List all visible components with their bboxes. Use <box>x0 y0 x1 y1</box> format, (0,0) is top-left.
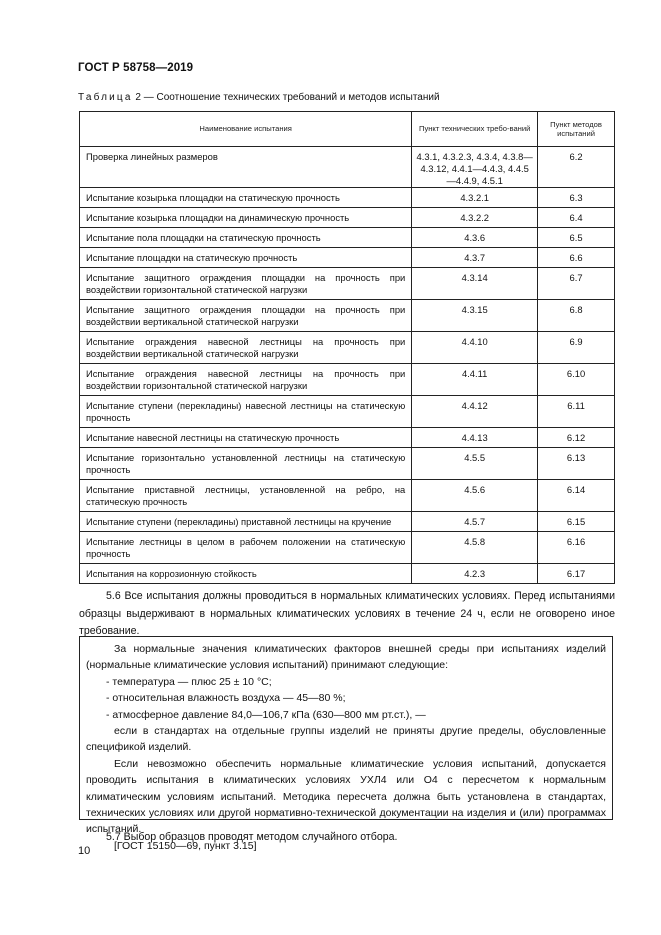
requirement-cell: 4.4.13 <box>412 428 538 448</box>
requirement-cell: 4.5.8 <box>412 532 538 564</box>
column-header-methods: Пункт методов испытаний <box>538 112 615 147</box>
column-header-requirements: Пункт технических требо-ваний <box>412 112 538 147</box>
method-cell: 6.3 <box>538 188 615 208</box>
test-name-cell: Испытание пола площадки на статическую прочность <box>80 228 412 248</box>
method-cell: 6.4 <box>538 208 615 228</box>
requirement-cell: 4.5.6 <box>412 480 538 512</box>
table-row <box>80 480 615 512</box>
table-row <box>80 248 615 268</box>
method-cell: 6.16 <box>538 532 615 564</box>
requirement-cell: 4.3.15 <box>412 300 538 332</box>
column-header-test-name: Наименование испытания <box>80 112 412 147</box>
test-name-cell: Проверка линейных размеров <box>80 147 412 188</box>
table-caption-text: 2 — Соотношение технических требований и методов испытаний <box>135 92 440 103</box>
reference-source: [ГОСТ 15150—69, пункт 3.15] <box>114 839 257 852</box>
table-row <box>80 448 615 480</box>
table-caption <box>78 92 440 103</box>
method-cell: 6.5 <box>538 228 615 248</box>
table-row <box>80 564 615 584</box>
reference-bullet: - температура — плюс 25 ± 10 °С; <box>106 675 272 688</box>
method-cell: 6.12 <box>538 428 615 448</box>
table-row <box>80 428 615 448</box>
document-header: ГОСТ Р 58758—2019 <box>78 62 194 74</box>
test-name-cell: Испытание ступени (перекладины) приставной лестницы на кручение <box>80 512 412 532</box>
test-name-cell: Испытание лестницы в целом в рабочем положении на статическую прочность <box>80 532 412 564</box>
reference-text: Если невозможно обеспечить нормальные климатические условия испытаний, допускается проводить испытания в климатических условиях УХЛ4 или О4 с пересчетом к нормальным климатическим условиям испытаний. Методика пересчета должна быть установлена в стандартах, технических условиях или другой нормативно-технической документации на изделия и (или) программах испытаний. <box>86 757 606 836</box>
requirements-table <box>79 111 615 584</box>
requirement-cell: 4.3.1, 4.3.2.3, 4.3.4, 4.3.8—4.3.12, 4.4.1—4.4.3, 4.4.5—4.4.9, 4.5.1 <box>412 147 538 188</box>
test-name-cell: Испытание ограждения навесной лестницы на прочность при воздействии вертикальной статической нагрузки <box>80 332 412 364</box>
method-cell: 6.14 <box>538 480 615 512</box>
requirement-cell: 4.4.10 <box>412 332 538 364</box>
paragraph-5-6: 5.6 Все испытания должны проводиться в нормальных климатических условиях. Перед испытаниями образцы выдерживают в нормальных климатических условиях в течение 24 ч, если не оговорено иное требование. <box>79 590 615 637</box>
paragraph-5-7: 5.7 Выбор образцов проводят методом случайного отбора. <box>106 831 398 843</box>
method-cell: 6.11 <box>538 396 615 428</box>
table-caption-label: Таблица <box>78 92 133 103</box>
test-name-cell: Испытание ограждения навесной лестницы на прочность при воздействии горизонтальной статической нагрузки <box>80 364 412 396</box>
test-name-cell: Испытание козырька площадки на статическую прочность <box>80 188 412 208</box>
test-name-cell: Испытание приставной лестницы, установленной на ребро, на статическую прочность <box>80 480 412 512</box>
requirement-cell: 4.4.12 <box>412 396 538 428</box>
table-row <box>80 532 615 564</box>
requirement-cell: 4.3.2.1 <box>412 188 538 208</box>
reference-bullet: - атмосферное давление 84,0—106,7 кПа (630—800 мм рт.ст.), — <box>106 708 426 721</box>
table-row <box>80 208 615 228</box>
reference-intro: За нормальные значения климатических факторов внешней среды при испытаниях изделий (нормальные климатические условия испытаний) принимают следующие: <box>86 643 606 672</box>
test-name-cell: Испытание козырька площадки на динамическую прочность <box>80 208 412 228</box>
requirement-cell: 4.2.3 <box>412 564 538 584</box>
requirement-cell: 4.3.2.2 <box>412 208 538 228</box>
test-name-cell: Испытание ступени (перекладины) навесной лестницы на статическую прочность <box>80 396 412 428</box>
reference-condition: если в стандартах на отдельные группы изделий не приняты другие пределы, обусловленные спецификой изделий. <box>86 725 606 754</box>
method-cell: 6.7 <box>538 268 615 300</box>
requirement-cell: 4.3.14 <box>412 268 538 300</box>
test-name-cell: Испытание защитного ограждения площадки на прочность при воздействии вертикальной статической нагрузки <box>80 300 412 332</box>
method-cell: 6.8 <box>538 300 615 332</box>
requirement-cell: 4.4.11 <box>412 364 538 396</box>
requirement-cell: 4.5.5 <box>412 448 538 480</box>
table-row <box>80 332 615 364</box>
test-name-cell: Испытание площадки на статическую прочность <box>80 248 412 268</box>
reference-bullet: - относительная влажность воздуха — 45—80 %; <box>106 692 346 705</box>
table-row <box>80 512 615 532</box>
table-row <box>80 300 615 332</box>
test-name-cell: Испытания на коррозионную стойкость <box>80 564 412 584</box>
requirement-cell: 4.5.7 <box>412 512 538 532</box>
test-name-cell: Испытание навесной лестницы на статическую прочность <box>80 428 412 448</box>
requirement-cell: 4.3.7 <box>412 248 538 268</box>
table-row <box>80 228 615 248</box>
test-name-cell: Испытание защитного ограждения площадки на прочность при воздействии горизонтальной статической нагрузки <box>80 268 412 300</box>
method-cell: 6.13 <box>538 448 615 480</box>
table-row <box>80 396 615 428</box>
table-row <box>80 364 615 396</box>
requirement-cell: 4.3.6 <box>412 228 538 248</box>
method-cell: 6.10 <box>538 364 615 396</box>
table-row <box>80 268 615 300</box>
method-cell: 6.6 <box>538 248 615 268</box>
method-cell: 6.2 <box>538 147 615 188</box>
table-row <box>80 188 615 208</box>
table-row <box>80 147 615 188</box>
page-number: 10 <box>78 845 91 857</box>
test-name-cell: Испытание горизонтально установленной лестницы на статическую прочность <box>80 448 412 480</box>
method-cell: 6.15 <box>538 512 615 532</box>
method-cell: 6.17 <box>538 564 615 584</box>
method-cell: 6.9 <box>538 332 615 364</box>
